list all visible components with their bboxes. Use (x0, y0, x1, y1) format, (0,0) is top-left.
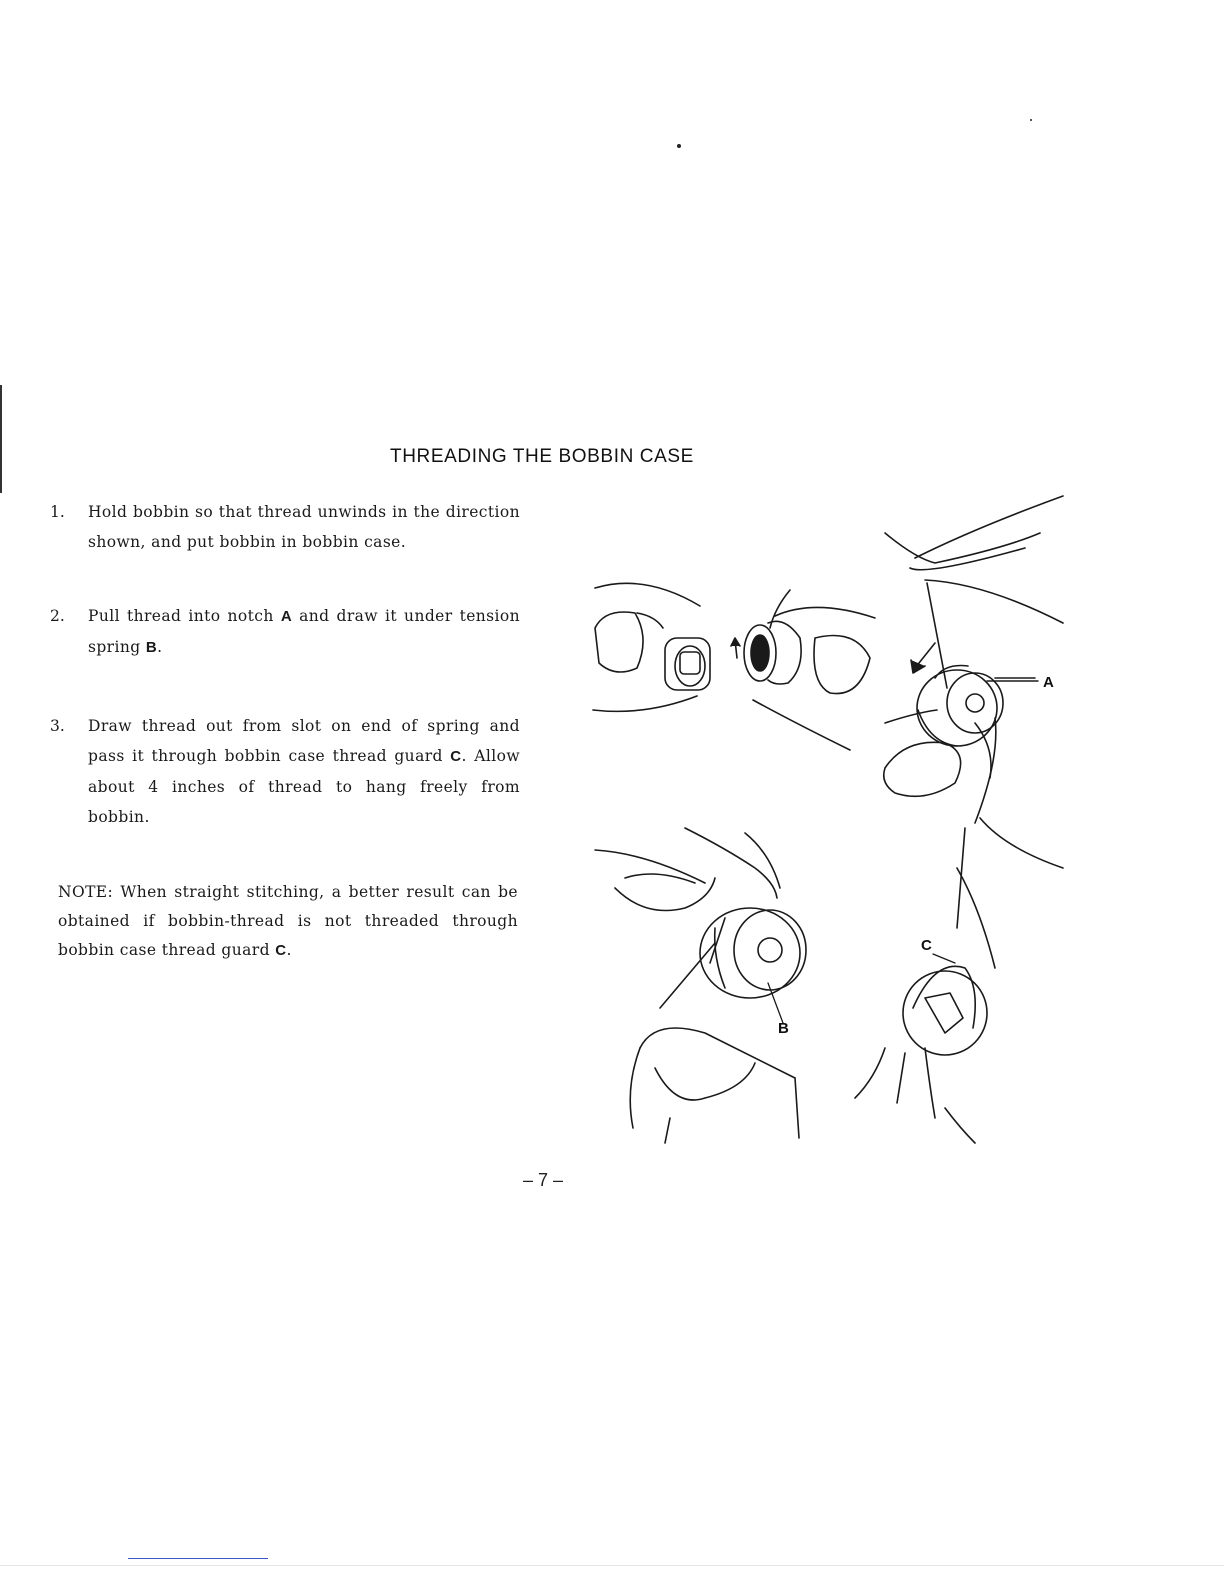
panel-notch-a (884, 496, 1063, 823)
step-text: Draw thread out from slot on end of spring and pass it through bobbin case thread guard C. Allow about 4 inches of thread to hang freely from bobbin. (88, 717, 520, 826)
bottom-rule (0, 1565, 1224, 1566)
label-c: C (450, 748, 462, 765)
scan-speck (677, 144, 681, 148)
step-text: Hold bobbin so that thread unwinds in the direction shown, and put bobbin in bobbin case. (88, 503, 520, 551)
label-b: B (145, 639, 158, 656)
step-3 (50, 711, 520, 835)
bobbin-threading-illustration (585, 488, 1075, 1148)
step-number: 2. (50, 607, 65, 625)
panel-spring-b (595, 828, 806, 1143)
panel-insert-bobbin (593, 583, 875, 750)
label-c: C (275, 942, 287, 959)
panel-guard-c (855, 818, 1063, 1143)
step-1 (50, 497, 520, 561)
note-paragraph: NOTE: When straight stitching, a better result can be obtained if bobbin-thread is not threaded through bobbin case thread guard C. (58, 883, 518, 959)
figure-label-a: A (1043, 674, 1054, 691)
scan-speck (1030, 119, 1032, 121)
step-number: 3. (50, 717, 65, 735)
step-number: 1. (50, 503, 65, 521)
step-2 (50, 601, 520, 665)
step-text: Pull thread into notch A and draw it under tension spring B. (88, 607, 520, 656)
scan-edge-mark (0, 385, 2, 493)
label-a: A (280, 608, 293, 625)
page-number: – 7 – (523, 1170, 564, 1190)
note-prefix: NOTE: (58, 883, 114, 901)
page-title: THREADING THE BOBBIN CASE (390, 446, 694, 467)
bottom-underline (128, 1558, 268, 1559)
figure-label-b: B (778, 1020, 789, 1037)
figure-label-c: C (921, 937, 932, 954)
